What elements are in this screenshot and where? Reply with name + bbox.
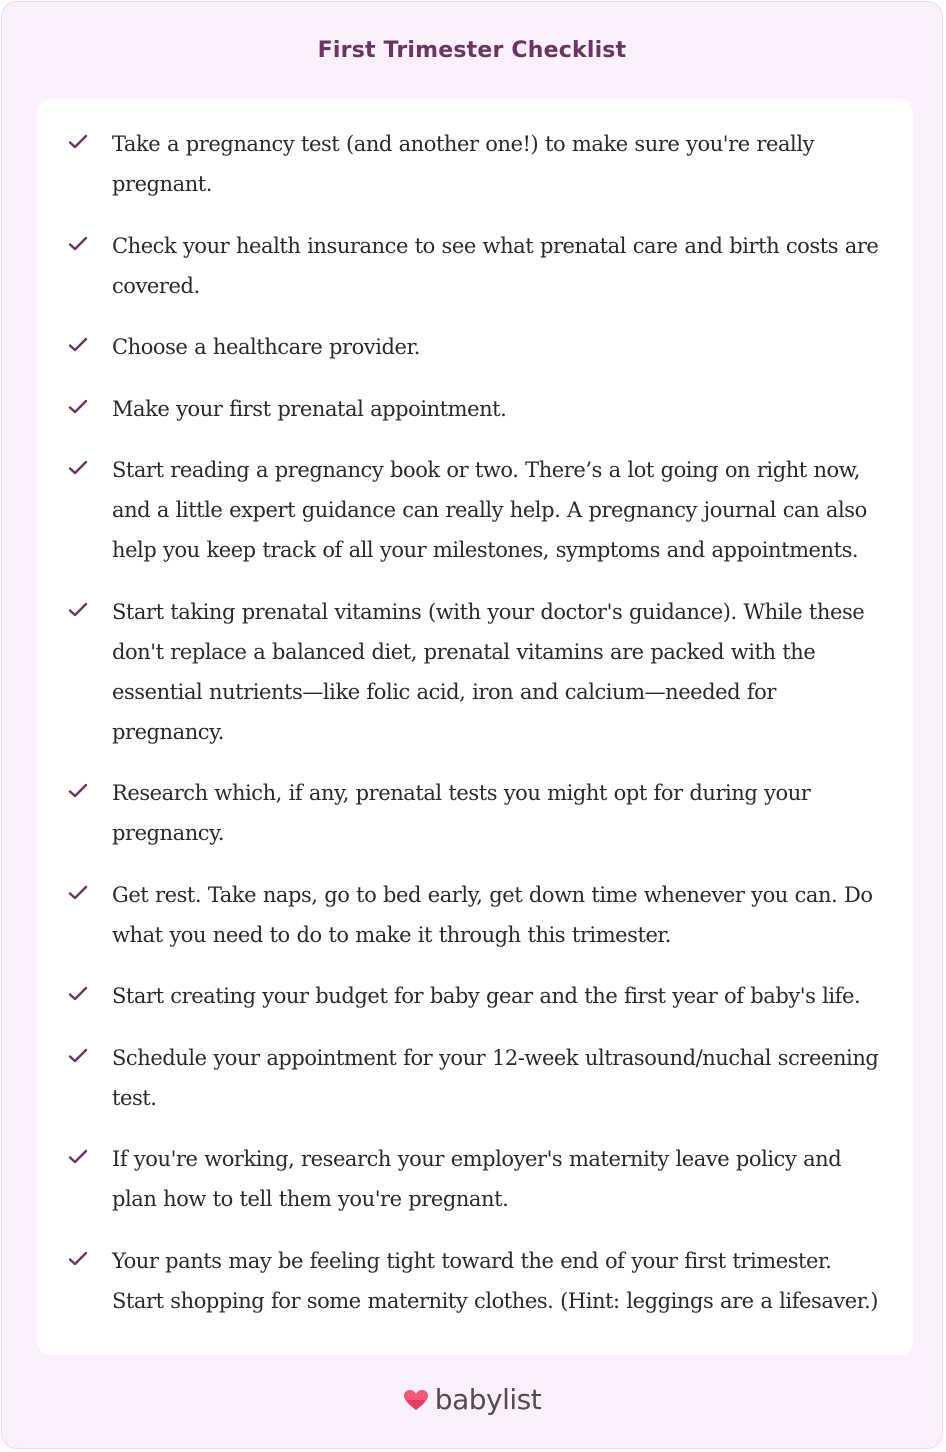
page-title: First Trimester Checklist xyxy=(317,38,627,63)
checklist-item-text: If you're working, research your employer's maternity leave policy and plan how to tell them you're pregnant. xyxy=(112,1147,842,1211)
checklist-item-text: Start creating your budget for baby gear and the first year of baby's life. xyxy=(112,984,861,1008)
check-icon xyxy=(68,460,88,476)
checklist-item-text: Schedule your appointment for your 12-week ultrasound/nuchal screening test. xyxy=(112,1045,879,1110)
check-icon xyxy=(68,602,88,618)
checklist-item xyxy=(37,875,913,955)
check-icon xyxy=(68,337,88,353)
checklist-item xyxy=(37,389,913,429)
check-icon xyxy=(68,885,88,901)
check-icon xyxy=(68,783,88,799)
heart-icon xyxy=(403,1389,429,1411)
checklist-item-text: Choose a healthcare provider. xyxy=(112,335,420,359)
checklist-item xyxy=(37,226,913,306)
checklist-frame xyxy=(1,1,943,1449)
checklist-item-text: Start reading a pregnancy book or two. There’s a lot going on right now, and a little expert guidance can really help. A pregnancy journal can also help you keep track of all your milestones, symptoms and appointments. xyxy=(112,458,867,562)
check-icon xyxy=(68,986,88,1002)
checklist-item xyxy=(37,1241,913,1321)
check-icon xyxy=(68,1251,88,1267)
check-icon xyxy=(68,1149,88,1165)
checklist-item xyxy=(37,327,913,367)
brand-name: babylist xyxy=(434,1383,542,1416)
checklist-item xyxy=(37,1038,913,1118)
checklist-item xyxy=(37,592,913,752)
checklist-item-text: Research which, if any, prenatal tests you might opt for during your pregnancy. xyxy=(112,781,811,845)
check-icon xyxy=(68,399,88,415)
checklist-item-text: Check your health insurance to see what prenatal care and birth costs are covered. xyxy=(112,233,879,298)
checklist-item xyxy=(37,976,913,1016)
checklist-item-text: Make your first prenatal appointment. xyxy=(112,396,507,421)
check-icon xyxy=(68,134,88,150)
babylist-logo xyxy=(2,1382,942,1418)
checklist xyxy=(37,124,913,1342)
checklist-card xyxy=(37,99,913,1355)
check-icon xyxy=(68,236,88,252)
checklist-item xyxy=(37,773,913,853)
checklist-item xyxy=(37,450,913,570)
checklist-item-text: Get rest. Take naps, go to bed early, get down time whenever you can. Do what you need to do to make it through this trimester. xyxy=(112,882,873,947)
checklist-item-text: Take a pregnancy test (and another one!) to make sure you're really pregnant. xyxy=(112,132,814,196)
check-icon xyxy=(68,1048,88,1064)
checklist-item xyxy=(37,124,913,204)
checklist-item-text: Start taking prenatal vitamins (with your doctor's guidance). While these don't replace a balanced diet, prenatal vitamins are packed with the essential nutrients—like folic acid, iron and calcium—needed for pregnancy. xyxy=(112,599,865,744)
checklist-item-text: Your pants may be feeling tight toward the end of your first trimester. Start shopping for some maternity clothes. (Hint: leggings are a lifesaver.) xyxy=(112,1248,879,1313)
checklist-item xyxy=(37,1139,913,1219)
